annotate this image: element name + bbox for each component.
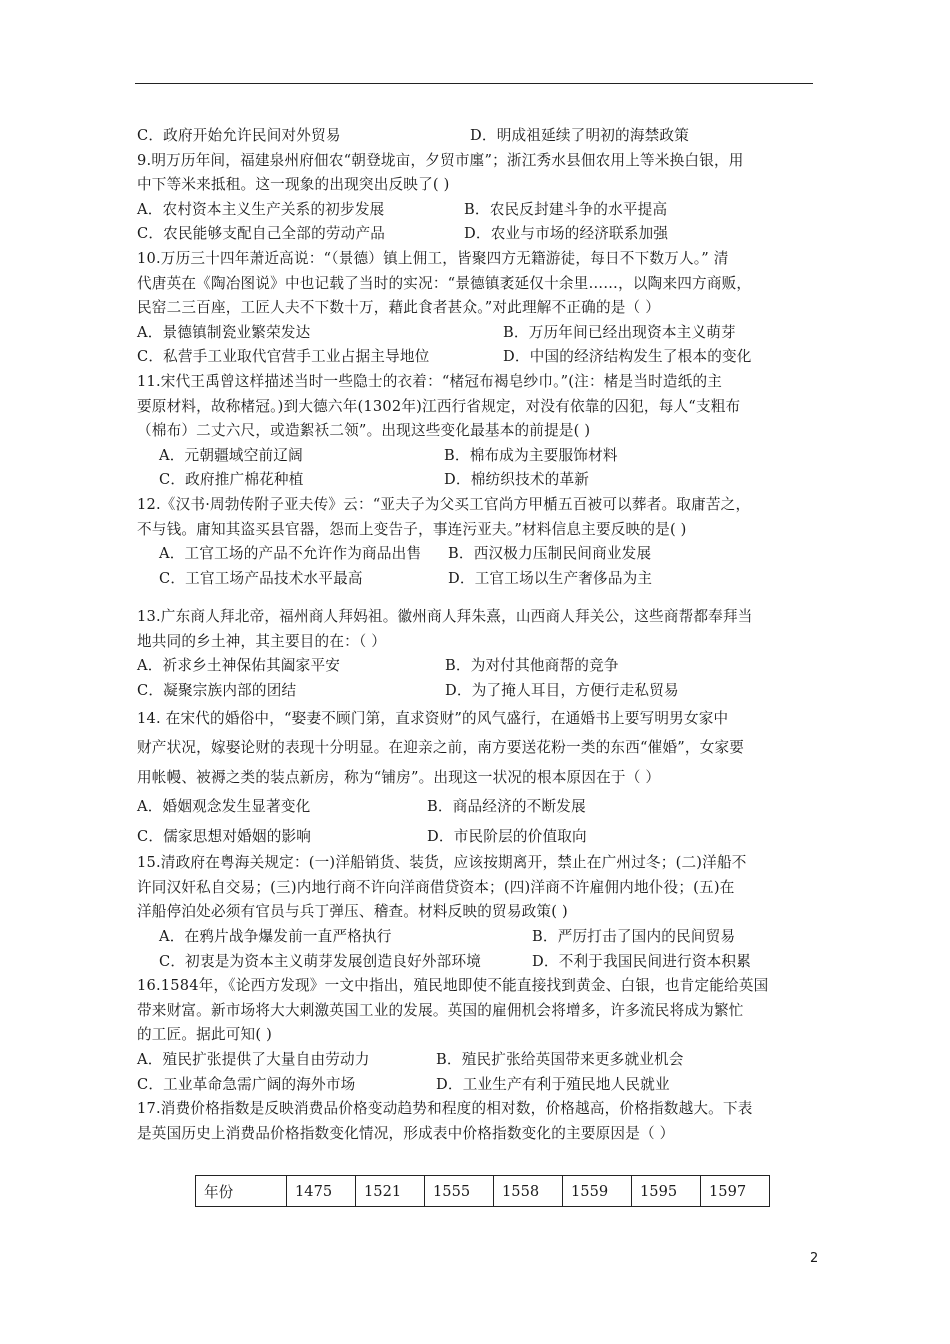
question-text-line: 17.消费价格指数是反映消费品价格变动趋势和程度的相对数，价格越高，价格指数越大。下表 [137,1100,753,1118]
option-left: C．政府开始允许民间对外贸易 [137,127,341,144]
option-right: B．农民反封建斗争的水平提高 [464,200,668,218]
option-right: B．万历年间已经出现资本主义萌芽 [503,323,736,341]
option-row [137,822,825,852]
question-text-line: （棉布）二丈六尺，或造絮袄二领”。出现这些变化最基本的前提是( ) [137,422,591,440]
table-row [196,1176,770,1207]
question-text-line: 不与钱。庸知其盗买县官器，怨而上变告子，事连污亚夫。”材料信息主要反映的是( ) [137,520,687,538]
option-row [137,198,825,223]
option-row [137,222,825,247]
option-row [137,124,825,149]
option-row [137,542,825,567]
option-left: A．祈求乡土神保佑其阖家平安 [137,657,341,675]
option-right: D．中国的经济结构发生了根本的变化 [503,348,752,366]
question-body [137,124,825,1146]
question-text-line: 11.宋代王禹曾这样描述当时一些隐士的衣着：“楮冠布褐皂纱巾。”(注：楮是当时造纸的主 [137,372,723,390]
question-text-line: 15.清政府在粤海关规定：(一)洋船销货、装货，应该按期离开，禁止在广州过冬；(二)洋船不 [137,854,747,872]
page-number: 2 [810,1251,819,1266]
price-index-table [195,1175,770,1207]
option-left: C．工官工场产品技术水平最高 [159,569,363,587]
header-rule [135,83,813,84]
option-row [137,321,825,346]
question-text-line: 财产状况，嫁娶论财的表现十分明显。在迎亲之前，南方要送花粉一类的东西“催婚”，女家要 [137,739,745,757]
question-text-line: 13.广东商人拜北帝，福州商人拜妈祖。徽州商人拜朱熹，山西商人拜关公，这些商帮都奉拜当 [137,608,753,626]
option-row [137,792,825,822]
question-text-line: 带来财富。新市场将大大刺激英国工业的发展。英国的雇佣机会将增多，许多流民将成为繁忙 [137,1001,744,1019]
question-text-line: 中下等米来抵租。这一现象的出现突出反映了( ) [137,176,450,194]
option-right: D．明成祖延续了明初的海禁政策 [470,127,690,144]
option-right: D．市民阶层的价值取向 [427,827,587,845]
question-text-line: 民窑二三百座，工匠人夫不下数十万，藉此食者甚众。”对此理解不正确的是（ ） [137,299,660,317]
option-right: B．商品经济的不断发展 [427,798,586,816]
question-text-line: 9.明万历年间，福建泉州府佃农“朝登垅亩，夕贸市廛”；浙江秀水县佃农用上等米换白银，用 [137,151,744,169]
option-right: B．西汉极力压制民间商业发展 [448,545,652,563]
question-text-line: 许同汉奸私自交易；(三)内地行商不许向洋商借贷资本；(四)洋商不许雇佣内地仆役；(五)在 [137,878,735,896]
option-row [137,444,825,469]
option-left: C．农民能够支配自己全部的劳动产品 [137,225,386,243]
option-row [137,925,825,950]
question-text-line: 12.《汉书·周勃传附子亚夫传》云：“亚夫子为父买工官尚方甲楯五百被可以葬者。取庸苦之， [137,495,751,513]
question-text-line: 地共同的乡土神，其主要目的在：（ ） [137,632,387,650]
option-left: A．殖民扩张提供了大量自由劳动力 [137,1050,370,1068]
question-text-line: 代唐英在《陶冶图说》中也记载了当时的实况：“景德镇袤延仅十余里……，以陶来四方商贩， [137,274,752,292]
question-text-line: 要原材料，故称楮冠。)到大德六年(1302年)江西行省规定，对没有依靠的囚犯，每人“支粗布 [137,397,741,415]
year-cell: 1595 [632,1176,701,1207]
question-text-line: 14. 在宋代的婚俗中，“娶妻不顾门第，直求资财”的风气盛行，在通婚书上要写明男女家中 [137,709,729,727]
option-row [137,950,825,975]
question-text-line: 16.1584年，《论西方发现》一文中指出，殖民地即使不能直接找到黄金、白银，也肯定能给英国 [137,977,769,995]
option-right: B．为对付其他商帮的竞争 [445,657,619,675]
year-cell: 1555 [425,1176,494,1207]
option-right: B．棉布成为主要服饰材料 [444,446,618,464]
option-left: C．工业革命急需广阔的海外市场 [137,1075,356,1093]
year-cell: 1597 [701,1176,770,1207]
year-cell: 1558 [494,1176,563,1207]
question-text-line: 用帐幔、被褥之类的装点新房，称为“铺房”。出现这一状况的根本原因在于（ ） [137,768,661,786]
option-row [137,567,825,592]
question-text-line: 10.万历三十四年萧近高说：“（景德）镇上佣工，皆聚四方无籍游徒，每日不下数万人。” 清 [137,249,729,267]
question-text-line: 洋船停泊处必须有官员与兵丁弹压、稽查。材料反映的贸易政策( ) [137,903,568,921]
option-right: B．殖民扩张给英国带来更多就业机会 [436,1050,684,1068]
option-row [137,468,825,493]
option-right: D．农业与市场的经济联系加强 [464,225,669,243]
year-cell: 1475 [287,1176,356,1207]
option-left: A．工官工场的产品不允许作为商品出售 [159,545,422,563]
option-right: D．不利于我国民间进行资本积累 [532,952,752,970]
option-left: C．私营手工业取代官营手工业占据主导地位 [137,348,430,366]
option-row [137,345,825,370]
option-right: D．为了掩人耳目，方便行走私贸易 [445,682,679,700]
option-left: A．在鸦片战争爆发前一直严格执行 [159,927,392,945]
option-left: A．景德镇制瓷业繁荣发达 [137,323,311,341]
option-row [137,1048,825,1073]
option-left: C．儒家思想对婚姻的影响 [137,827,312,845]
option-left: C．凝聚宗族内部的团结 [137,682,297,700]
year-cell: 1521 [356,1176,425,1207]
option-row [137,1073,825,1098]
option-right: D．工官工场以生产奢侈品为主 [448,569,653,587]
option-left: A．农村资本主义生产关系的初步发展 [137,200,385,218]
option-right: D．棉纺织技术的革新 [444,471,590,489]
option-left: C．政府推广棉花种植 [159,471,304,489]
table-header-cell: 年份 [196,1176,287,1207]
option-right: B．严厉打击了国内的民间贸易 [532,927,736,945]
option-left: A．元朝疆域空前辽阔 [159,446,303,464]
year-cell: 1559 [563,1176,632,1207]
option-left: A．婚姻观念发生显著变化 [137,798,311,816]
option-row [137,679,825,704]
question-text-line: 的工匠。据此可知( ) [137,1026,272,1044]
option-right: D．工业生产有利于殖民地人民就业 [436,1075,670,1093]
option-row [137,654,825,679]
option-left: C．初衷是为资本主义萌芽发展创造良好外部环境 [159,952,482,970]
question-text-line: 是英国历史上消费品价格指数变化情况，形成表中价格指数变化的主要原因是（ ） [137,1124,675,1142]
